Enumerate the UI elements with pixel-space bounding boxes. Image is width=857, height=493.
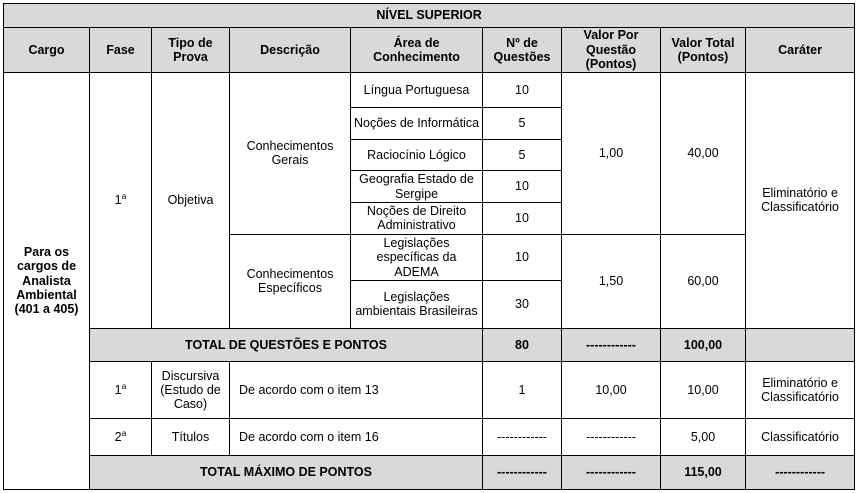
valor-por-questao-cell: ------------ xyxy=(562,419,661,455)
carater-cell: Eliminatório e Classificatório xyxy=(746,72,855,328)
valor-total-cell: 60,00 xyxy=(661,234,746,328)
tipo-prova-cell: Discursiva (Estudo de Caso) xyxy=(152,361,230,418)
total-maximo-valor-total: 115,00 xyxy=(661,455,746,489)
valor-total-cell: 40,00 xyxy=(661,72,746,234)
total-questoes-carater xyxy=(746,328,855,361)
header-n-questoes: Nº de Questões xyxy=(483,28,562,72)
header-row xyxy=(4,28,855,72)
total-questoes-valor-por-questao: ------------ xyxy=(562,328,661,361)
cargo-cell: Para os cargos de Analista Ambiental (401 a 405) xyxy=(4,72,90,489)
area-cell: Raciocínio Lógico xyxy=(351,140,483,171)
area-cell: Língua Portuguesa xyxy=(351,72,483,107)
total-maximo-carater: ------------ xyxy=(746,455,855,489)
valor-total-cell: 5,00 xyxy=(661,419,746,455)
area-cell: Legislações específicas da ADEMA xyxy=(351,234,483,280)
carater-cell: Classificatório xyxy=(746,419,855,455)
exam-table xyxy=(3,3,855,490)
total-questoes-valor-total: 100,00 xyxy=(661,328,746,361)
header-carater: Caráter xyxy=(746,28,855,72)
header-area-de-conhecimento: Área de Conhecimento xyxy=(351,28,483,72)
descricao-cell: Conhecimentos Específicos xyxy=(230,234,351,328)
valor-por-questao-cell: 1,50 xyxy=(562,234,661,328)
descricao-cell: De acordo com o item 16 xyxy=(230,419,483,455)
header-valor-por-questao: Valor Por Questão (Pontos) xyxy=(562,28,661,72)
table-row xyxy=(4,419,855,455)
questoes-cell: 10 xyxy=(483,202,562,234)
header-valor-total: Valor Total (Pontos) xyxy=(661,28,746,72)
total-questoes-row xyxy=(4,328,855,361)
total-maximo-questoes: ------------ xyxy=(483,455,562,489)
fase-cell: 2$^a$ xyxy=(90,419,152,455)
table-row xyxy=(4,72,855,107)
area-cell: Noções de Informática xyxy=(351,107,483,139)
valor-por-questao-cell: 10,00 xyxy=(562,361,661,418)
tipo-prova-cell: Títulos xyxy=(152,419,230,455)
valor-total-cell: 10,00 xyxy=(661,361,746,418)
total-maximo-label: TOTAL MÁXIMO DE PONTOS xyxy=(90,455,483,489)
carater-cell: Eliminatório e Classificatório xyxy=(746,361,855,418)
header-tipo-de-prova: Tipo de Prova xyxy=(152,28,230,72)
area-cell: Legislações ambientais Brasileiras xyxy=(351,281,483,328)
questoes-cell: 5 xyxy=(483,140,562,171)
questoes-cell: 10 xyxy=(483,72,562,107)
area-cell: Noções de Direito Administrativo xyxy=(351,202,483,234)
questoes-cell: 10 xyxy=(483,234,562,280)
valor-por-questao-cell: 1,00 xyxy=(562,72,661,234)
fase-cell: 1$^a$ xyxy=(90,72,152,328)
questoes-cell: 30 xyxy=(483,281,562,328)
descricao-cell: De acordo com o item 13 xyxy=(230,361,483,418)
area-cell: Geografia Estado de Sergipe xyxy=(351,171,483,202)
total-maximo-row xyxy=(4,455,855,489)
questoes-cell: 1 xyxy=(483,361,562,418)
questoes-cell: 10 xyxy=(483,171,562,202)
fase-cell: 1$^a$ xyxy=(90,361,152,418)
table-row xyxy=(4,361,855,418)
descricao-cell: Conhecimentos Gerais xyxy=(230,72,351,234)
header-cargo: Cargo xyxy=(4,28,90,72)
questoes-cell: 5 xyxy=(483,107,562,139)
questoes-cell: ------------ xyxy=(483,419,562,455)
tipo-prova-cell: Objetiva xyxy=(152,72,230,328)
total-questoes-label: TOTAL DE QUESTÕES E PONTOS xyxy=(90,328,483,361)
table-title: NÍVEL SUPERIOR xyxy=(4,4,855,28)
total-questoes-count: 80 xyxy=(483,328,562,361)
total-maximo-valor-por-questao: ------------ xyxy=(562,455,661,489)
header-fase: Fase xyxy=(90,28,152,72)
header-descricao: Descrição xyxy=(230,28,351,72)
